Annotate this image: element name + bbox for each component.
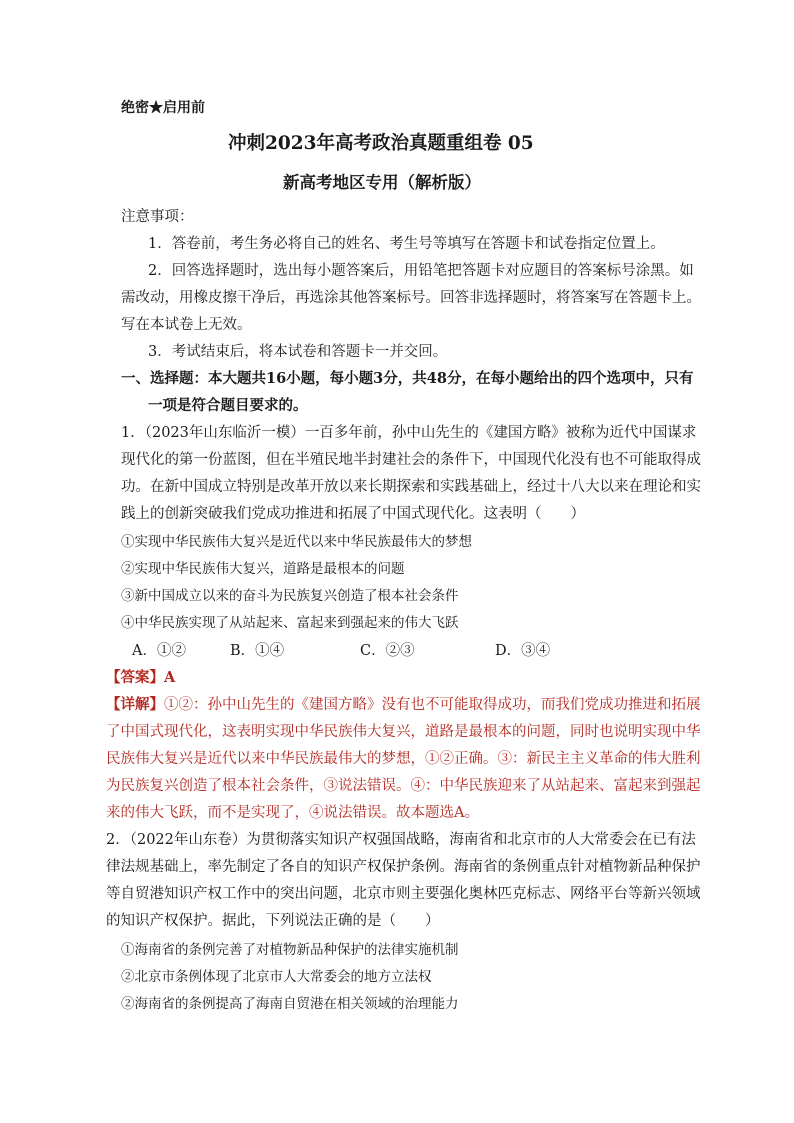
q2-statement-2: ②北京市条例体现了北京市人大常委会的地方立法权 (121, 969, 432, 985)
q1-statement-3: ③新中国成立以来的奋斗为民族复兴创造了根本社会条件 (121, 588, 459, 604)
q1-stem-line-4: 践上的创新突破我们党成功推进和拓展了中国式现代化。这表明（ ） (121, 506, 585, 522)
notice-line-1: 1．答卷前，考生务必将自己的姓名、考生号等填写在答题卡和试卷指定位置上。 (148, 236, 665, 252)
q2-statement-3: ②海南省的条例提高了海南自贸港在相关领域的治理能力 (121, 996, 459, 1012)
q2-stem-line-2: 律法规基础上，率先制定了各自的知识产权保护条例。海南省的条例重点针对植物新品种保护 (106, 859, 701, 875)
notice-line-2b: 需改动，用橡皮擦干净后，再选涂其他答案标号。回答非选择题时，将答案写在答题卡上。 (121, 290, 701, 306)
section-heading-line-2: 一项是符合题目要求的。 (148, 397, 308, 414)
q1-detail-line-1 (106, 695, 701, 715)
q1-option-a: A．①② (132, 643, 186, 659)
q1-detail-line-5: 来的伟大飞跃，而不是实现了，④说法错误。故本题选A。 (106, 805, 479, 821)
q1-detail-line-2: 了中国式现代化，这表明实现中华民族伟大复兴，道路是最根本的问题，同时也说明实现中华 (106, 724, 701, 740)
q1-detail-label: 【详解】 (106, 696, 164, 713)
q1-stem-line-3: 功。在新中国成立特别是改革开放以来长期探索和实践基础上，经过十八大以来在理论和实 (121, 479, 701, 495)
notice-heading: 注意事项： (121, 209, 194, 225)
q1-option-b: B．①④ (230, 643, 285, 659)
q1-statement-2: ②实现中华民族伟大复兴，道路是最根本的问题 (121, 561, 405, 577)
q2-stem-line-4: 的知识产权保护。据此，下列说法正确的是（ ） (106, 913, 440, 929)
notice-line-2a: 2．回答选择题时，选出每小题答案后，用铅笔把答题卡对应题目的答案标号涂黑。如 (148, 263, 694, 279)
q1-answer: 【答案】A (106, 669, 176, 686)
paper-subtitle: 新高考地区专用（解析版） (283, 173, 481, 192)
q2-statement-1: ①海南省的条例完善了对植物新品种保护的法律实施机制 (121, 942, 459, 958)
q1-stem-line-1: 1．（2023年山东临沂一模）一百多年前，孙中山先生的《建国方略》被称为近代中国谋求 (121, 425, 697, 441)
notice-line-3: 3．考试结束后，将本试卷和答题卡一并交回。 (148, 344, 448, 360)
q2-stem-line-3: 等自贸港知识产权工作中的突出问题，北京市则主要强化奥林匹克标志、网络平台等新兴领域 (106, 886, 701, 902)
notice-line-2c: 写在本试卷上无效。 (121, 317, 252, 333)
q1-statement-4: ④中华民族实现了从站起来、富起来到强起来的伟大飞跃 (121, 615, 459, 631)
section-heading-line-1: 一、选择题：本大题共16小题，每小题3分，共48分，在每小题给出的四个选项中，只有 (121, 370, 694, 387)
q1-stem-line-2: 现代化的第一份蓝图，但在半殖民地半封建社会的条件下，中国现代化没有也不可能取得成 (121, 452, 701, 468)
confidential-mark: 绝密★启用前 (121, 100, 205, 116)
q1-statement-1: ①实现中华民族伟大复兴是近代以来中华民族最伟大的梦想 (121, 534, 472, 550)
q1-detail-line-3: 民族伟大复兴是近代以来中华民族最伟大的梦想，①②正确。③：新民主主义革命的伟大胜利 (106, 751, 701, 767)
q1-option-c: C．②③ (360, 643, 415, 659)
q1-detail-text-1: ①②：孙中山先生的《建国方略》没有也不可能取得成功，而我们党成功推进和拓展 (164, 697, 701, 713)
q1-option-d: D．③④ (495, 643, 551, 659)
paper-title: 冲刺2023年高考政治真题重组卷 05 (228, 133, 534, 154)
q1-detail-line-4: 为民族复兴创造了根本社会条件，③说法错误。④：中华民族迎来了从站起来、富起来到强起 (106, 778, 701, 794)
q2-stem-line-1: 2．（2022年山东卷）为贯彻落实知识产权强国战略，海南省和北京市的人大常委会在已有法 (106, 832, 696, 848)
